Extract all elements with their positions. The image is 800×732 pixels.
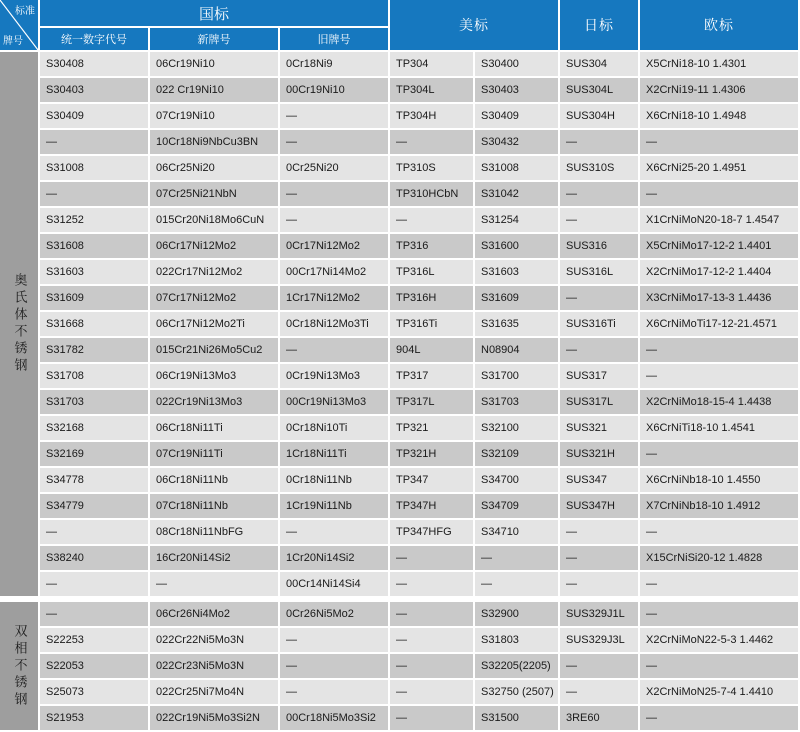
- cell-old-grade: —: [280, 654, 390, 680]
- cell-unified-code: S32168: [40, 416, 150, 442]
- cell-jp-grade: —: [560, 546, 640, 572]
- cell-new-grade: 06Cr19Ni10: [150, 52, 280, 78]
- cell-new-grade: 022Cr19Ni13Mo3: [150, 390, 280, 416]
- cell-us-grade: TP316: [390, 234, 475, 260]
- table-row: [40, 572, 800, 598]
- cell-old-grade: 1Cr20Ni14Si2: [280, 546, 390, 572]
- cell-jp-grade: SUS329J3L: [560, 628, 640, 654]
- cell-us-astm: S32900: [475, 602, 560, 628]
- cell-jp-grade: SUS304L: [560, 78, 640, 104]
- cell-unified-code: S25073: [40, 680, 150, 706]
- cell-us-grade: —: [390, 680, 475, 706]
- cell-eu-grade: X5CrNi18-10 1.4301: [640, 52, 800, 78]
- cell-us-astm: —: [475, 546, 560, 572]
- cell-us-grade: 904L: [390, 338, 475, 364]
- cell-jp-grade: SUS304: [560, 52, 640, 78]
- cell-eu-grade: X6CrNiTi18-10 1.4541: [640, 416, 800, 442]
- cell-unified-code: S30409: [40, 104, 150, 130]
- cell-us-grade: TP316L: [390, 260, 475, 286]
- cell-old-grade: 0Cr18Ni10Ti: [280, 416, 390, 442]
- gb-header-group: [40, 0, 390, 52]
- cell-old-grade: 00Cr19Ni13Mo3: [280, 390, 390, 416]
- cell-us-grade: TP304H: [390, 104, 475, 130]
- table-row: [40, 494, 800, 520]
- cell-old-grade: 0Cr18Ni12Mo3Ti: [280, 312, 390, 338]
- cell-jp-grade: SUS321H: [560, 442, 640, 468]
- cell-unified-code: S31008: [40, 156, 150, 182]
- cell-us-astm: S31609: [475, 286, 560, 312]
- table-row: [40, 468, 800, 494]
- cell-us-astm: S32100: [475, 416, 560, 442]
- table-row: [40, 416, 800, 442]
- cell-unified-code: S31708: [40, 364, 150, 390]
- cell-eu-grade: —: [640, 130, 800, 156]
- cell-old-grade: —: [280, 104, 390, 130]
- cell-us-astm: S31803: [475, 628, 560, 654]
- cell-us-grade: —: [390, 546, 475, 572]
- cell-eu-grade: X2CrNi19-11 1.4306: [640, 78, 800, 104]
- cell-us-grade: TP310S: [390, 156, 475, 182]
- table-row: [40, 628, 800, 654]
- cell-us-astm: S31254: [475, 208, 560, 234]
- table-row: [40, 52, 800, 78]
- cell-old-grade: 00Cr17Ni14Mo2: [280, 260, 390, 286]
- cell-eu-grade: X3CrNiMo17-13-3 1.4436: [640, 286, 800, 312]
- cell-new-grade: 06Cr18Ni11Nb: [150, 468, 280, 494]
- table-row: [40, 390, 800, 416]
- cell-us-grade: TP304L: [390, 78, 475, 104]
- corner-label-standard: 标准: [15, 6, 35, 17]
- cell-jp-grade: —: [560, 338, 640, 364]
- cell-new-grade: 022 Cr19Ni10: [150, 78, 280, 104]
- table-row: [40, 338, 800, 364]
- cell-us-astm: N08904: [475, 338, 560, 364]
- cell-eu-grade: —: [640, 602, 800, 628]
- cell-eu-grade: X5CrNiMo17-12-2 1.4401: [640, 234, 800, 260]
- cell-new-grade: 16Cr20Ni14Si2: [150, 546, 280, 572]
- cell-jp-grade: —: [560, 286, 640, 312]
- cell-us-astm: S31500: [475, 706, 560, 732]
- table-row: [40, 546, 800, 572]
- gb-title: 国标: [40, 0, 390, 28]
- cell-us-astm: S30432: [475, 130, 560, 156]
- cell-us-grade: TP347: [390, 468, 475, 494]
- cell-new-grade: 07Cr18Ni11Nb: [150, 494, 280, 520]
- table-row: [40, 78, 800, 104]
- table-row: [40, 208, 800, 234]
- cell-jp-grade: SUS304H: [560, 104, 640, 130]
- cell-old-grade: 0Cr18Ni9: [280, 52, 390, 78]
- cell-eu-grade: X2CrNiMoN25-7-4 1.4410: [640, 680, 800, 706]
- cell-new-grade: 06Cr25Ni20: [150, 156, 280, 182]
- cell-us-astm: S30409: [475, 104, 560, 130]
- jp-header: 日标: [560, 0, 640, 52]
- table-row: [40, 364, 800, 390]
- cell-new-grade: 022Cr23Ni5Mo3N: [150, 654, 280, 680]
- cell-unified-code: —: [40, 520, 150, 546]
- cell-eu-grade: X6CrNiNb18-10 1.4550: [640, 468, 800, 494]
- cell-eu-grade: X7CrNiNb18-10 1.4912: [640, 494, 800, 520]
- cell-new-grade: 06Cr26Ni4Mo2: [150, 602, 280, 628]
- cell-jp-grade: —: [560, 208, 640, 234]
- cell-us-astm: S34700: [475, 468, 560, 494]
- cell-unified-code: S31703: [40, 390, 150, 416]
- us-header: 美标: [390, 0, 560, 52]
- cell-us-grade: —: [390, 706, 475, 732]
- cell-old-grade: 1Cr19Ni11Nb: [280, 494, 390, 520]
- cell-us-grade: —: [390, 628, 475, 654]
- cell-jp-grade: SUS329J1L: [560, 602, 640, 628]
- cell-us-grade: TP316H: [390, 286, 475, 312]
- cell-old-grade: —: [280, 628, 390, 654]
- cell-unified-code: S38240: [40, 546, 150, 572]
- cell-eu-grade: —: [640, 338, 800, 364]
- cell-eu-grade: X6CrNiMoTi17-12-21.4571: [640, 312, 800, 338]
- cell-unified-code: S34778: [40, 468, 150, 494]
- cell-unified-code: S31608: [40, 234, 150, 260]
- cell-old-grade: —: [280, 208, 390, 234]
- cell-old-grade: —: [280, 182, 390, 208]
- cell-new-grade: 07Cr17Ni12Mo2: [150, 286, 280, 312]
- cell-us-astm: S31008: [475, 156, 560, 182]
- corner-label-grade: 牌号: [3, 36, 23, 47]
- cell-jp-grade: 3RE60: [560, 706, 640, 732]
- cell-unified-code: S30403: [40, 78, 150, 104]
- table-row: [40, 182, 800, 208]
- cell-eu-grade: X6CrNi25-20 1.4951: [640, 156, 800, 182]
- table-row: [40, 520, 800, 546]
- cell-unified-code: S31782: [40, 338, 150, 364]
- cell-jp-grade: SUS316: [560, 234, 640, 260]
- cell-old-grade: —: [280, 130, 390, 156]
- table-row: [40, 234, 800, 260]
- table-row: [40, 706, 800, 732]
- cell-us-astm: S31703: [475, 390, 560, 416]
- cell-jp-grade: —: [560, 182, 640, 208]
- cell-unified-code: S31603: [40, 260, 150, 286]
- cell-new-grade: 06Cr17Ni12Mo2Ti: [150, 312, 280, 338]
- gb-subheaders: [40, 28, 390, 52]
- cell-new-grade: 07Cr19Ni11Ti: [150, 442, 280, 468]
- cell-new-grade: 015Cr20Ni18Mo6CuN: [150, 208, 280, 234]
- cell-jp-grade: SUS316Ti: [560, 312, 640, 338]
- table-row: [40, 104, 800, 130]
- cell-jp-grade: —: [560, 654, 640, 680]
- cell-us-grade: TP317: [390, 364, 475, 390]
- cell-unified-code: S22253: [40, 628, 150, 654]
- table-row: [40, 312, 800, 338]
- cell-eu-grade: X6CrNi18-10 1.4948: [640, 104, 800, 130]
- cell-jp-grade: SUS321: [560, 416, 640, 442]
- cell-old-grade: 0Cr26Ni5Mo2: [280, 602, 390, 628]
- cell-us-grade: —: [390, 654, 475, 680]
- table-row: [40, 602, 800, 628]
- cell-eu-grade: X2CrNiMoN22-5-3 1.4462: [640, 628, 800, 654]
- cell-eu-grade: X2CrNiMo17-12-2 1.4404: [640, 260, 800, 286]
- cell-eu-grade: X15CrNiSi20-12 1.4828: [640, 546, 800, 572]
- cell-unified-code: S21953: [40, 706, 150, 732]
- cell-us-grade: —: [390, 130, 475, 156]
- cell-us-astm: S32750 (2507): [475, 680, 560, 706]
- cell-jp-grade: SUS317L: [560, 390, 640, 416]
- cell-eu-grade: —: [640, 706, 800, 732]
- cell-us-grade: TP321: [390, 416, 475, 442]
- cell-old-grade: 00Cr14Ni14Si4: [280, 572, 390, 598]
- cell-new-grade: 08Cr18Ni11NbFG: [150, 520, 280, 546]
- cell-us-astm: —: [475, 572, 560, 598]
- cell-old-grade: —: [280, 680, 390, 706]
- cell-new-grade: 022Cr25Ni7Mo4N: [150, 680, 280, 706]
- cell-us-astm: S34709: [475, 494, 560, 520]
- cell-eu-grade: —: [640, 364, 800, 390]
- cell-jp-grade: SUS347H: [560, 494, 640, 520]
- cell-eu-grade: X2CrNiMo18-15-4 1.4438: [640, 390, 800, 416]
- cell-eu-grade: —: [640, 520, 800, 546]
- cell-eu-grade: —: [640, 442, 800, 468]
- cell-old-grade: —: [280, 338, 390, 364]
- cell-new-grade: 06Cr19Ni13Mo3: [150, 364, 280, 390]
- cell-new-grade: 10Cr18Ni9NbCu3BN: [150, 130, 280, 156]
- table-row: [40, 654, 800, 680]
- cell-unified-code: S30408: [40, 52, 150, 78]
- cell-unified-code: —: [40, 130, 150, 156]
- cell-eu-grade: —: [640, 654, 800, 680]
- group-label-2: 双相不锈钢: [0, 602, 40, 732]
- cell-new-grade: —: [150, 572, 280, 598]
- cell-new-grade: 015Cr21Ni26Mo5Cu2: [150, 338, 280, 364]
- cell-new-grade: 06Cr17Ni12Mo2: [150, 234, 280, 260]
- cell-us-astm: S30400: [475, 52, 560, 78]
- table-row: [40, 286, 800, 312]
- cell-old-grade: 1Cr18Ni11Ti: [280, 442, 390, 468]
- cell-us-astm: S32205(2205): [475, 654, 560, 680]
- cell-unified-code: —: [40, 182, 150, 208]
- table-row: [40, 130, 800, 156]
- cell-unified-code: S34779: [40, 494, 150, 520]
- cell-us-grade: TP310HCbN: [390, 182, 475, 208]
- cell-jp-grade: —: [560, 680, 640, 706]
- cell-us-astm: S31042: [475, 182, 560, 208]
- gb-sub-new-grade: 新牌号: [150, 28, 280, 52]
- cell-jp-grade: SUS310S: [560, 156, 640, 182]
- cell-us-astm: S34710: [475, 520, 560, 546]
- cell-old-grade: 0Cr18Ni11Nb: [280, 468, 390, 494]
- group-label-1: 奥氏体不锈钢: [0, 52, 40, 598]
- cell-us-grade: TP317L: [390, 390, 475, 416]
- cell-jp-grade: SUS316L: [560, 260, 640, 286]
- cell-us-astm: S30403: [475, 78, 560, 104]
- cell-old-grade: —: [280, 520, 390, 546]
- cell-old-grade: 0Cr19Ni13Mo3: [280, 364, 390, 390]
- cell-old-grade: 00Cr19Ni10: [280, 78, 390, 104]
- cell-us-grade: TP316Ti: [390, 312, 475, 338]
- cell-us-astm: S31700: [475, 364, 560, 390]
- cell-eu-grade: X1CrNiMoN20-18-7 1.4547: [640, 208, 800, 234]
- cell-us-grade: TP347HFG: [390, 520, 475, 546]
- table-row: [40, 156, 800, 182]
- cell-jp-grade: —: [560, 520, 640, 546]
- cell-unified-code: —: [40, 572, 150, 598]
- cell-unified-code: S31668: [40, 312, 150, 338]
- cell-jp-grade: —: [560, 572, 640, 598]
- cell-new-grade: 07Cr25Ni21NbN: [150, 182, 280, 208]
- cell-us-grade: TP304: [390, 52, 475, 78]
- cell-unified-code: S32169: [40, 442, 150, 468]
- cell-unified-code: S31609: [40, 286, 150, 312]
- table-body: [0, 52, 800, 732]
- cell-us-astm: S31600: [475, 234, 560, 260]
- cell-jp-grade: —: [560, 130, 640, 156]
- cell-us-astm: S31603: [475, 260, 560, 286]
- group-label-column: [0, 52, 40, 732]
- cell-us-grade: —: [390, 602, 475, 628]
- cell-old-grade: 1Cr17Ni12Mo2: [280, 286, 390, 312]
- cell-us-grade: TP347H: [390, 494, 475, 520]
- cell-new-grade: 022Cr22Ni5Mo3N: [150, 628, 280, 654]
- cell-new-grade: 06Cr18Ni11Ti: [150, 416, 280, 442]
- cell-new-grade: 07Cr19Ni10: [150, 104, 280, 130]
- cell-us-grade: TP321H: [390, 442, 475, 468]
- cell-us-astm: S32109: [475, 442, 560, 468]
- cell-old-grade: 0Cr25Ni20: [280, 156, 390, 182]
- cell-old-grade: 00Cr18Ni5Mo3Si2: [280, 706, 390, 732]
- cell-unified-code: —: [40, 602, 150, 628]
- cell-new-grade: 022Cr17Ni12Mo2: [150, 260, 280, 286]
- table-row: [40, 442, 800, 468]
- cell-jp-grade: SUS347: [560, 468, 640, 494]
- table-header: [0, 0, 800, 52]
- cell-new-grade: 022Cr19Ni5Mo3Si2N: [150, 706, 280, 732]
- cell-us-grade: —: [390, 572, 475, 598]
- cell-eu-grade: —: [640, 572, 800, 598]
- cell-jp-grade: SUS317: [560, 364, 640, 390]
- cell-old-grade: 0Cr17Ni12Mo2: [280, 234, 390, 260]
- cell-us-grade: —: [390, 208, 475, 234]
- cell-us-astm: S31635: [475, 312, 560, 338]
- gb-sub-old-grade: 旧牌号: [280, 28, 390, 52]
- cell-unified-code: S22053: [40, 654, 150, 680]
- cell-unified-code: S31252: [40, 208, 150, 234]
- cell-eu-grade: —: [640, 182, 800, 208]
- corner-header-cell: [0, 0, 40, 52]
- table-row: [40, 260, 800, 286]
- eu-header: 欧标: [640, 0, 800, 52]
- data-grid: [40, 52, 800, 732]
- table-row: [40, 680, 800, 706]
- gb-sub-unified-code: 统一数字代号: [40, 28, 150, 52]
